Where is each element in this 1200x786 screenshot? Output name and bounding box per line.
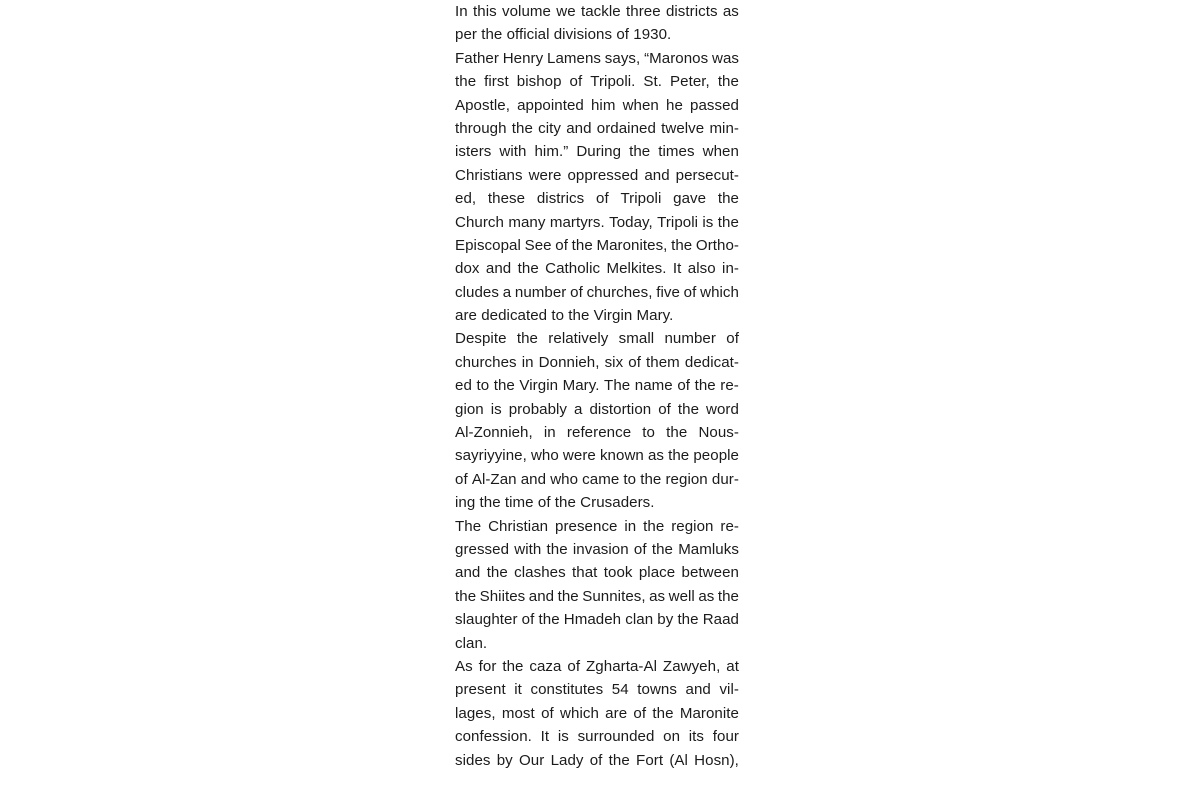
word: the: [666, 424, 688, 442]
word: the: [717, 190, 739, 208]
word: in: [521, 353, 534, 371]
word: with: [514, 540, 542, 558]
word: with: [499, 143, 527, 161]
word: oppressed: [567, 166, 639, 184]
word: the: [486, 564, 508, 582]
word: churches,: [586, 283, 653, 301]
word: when: [622, 96, 659, 114]
word: probably: [508, 400, 568, 418]
word: bishop: [516, 73, 562, 91]
word: the: [717, 587, 739, 605]
word: Christian: [488, 517, 549, 535]
word: appointed: [517, 96, 584, 114]
text-line: [455, 211, 739, 234]
word: to: [623, 470, 637, 488]
word: caza: [529, 657, 562, 675]
word: people: [693, 447, 739, 465]
text-line: [455, 678, 739, 701]
word: min-: [709, 119, 739, 137]
word: Zawyeh,: [662, 657, 721, 675]
word: Maronites,: [596, 236, 668, 254]
word: a: [574, 400, 583, 418]
word: Raad: [702, 611, 739, 629]
word: the: [671, 236, 693, 254]
text-line: [455, 421, 739, 444]
word: Mary.: [562, 377, 600, 395]
word: through: [455, 119, 507, 137]
text-line: [455, 140, 739, 163]
word: constitutes: [530, 681, 604, 699]
word: of: [683, 283, 697, 301]
word: of: [455, 470, 468, 488]
word: Ortho-: [695, 236, 739, 254]
word: slaughter: [455, 611, 518, 629]
word: this: [473, 3, 497, 20]
word: for: [478, 657, 497, 675]
word: of: [633, 540, 647, 558]
text-line: [455, 585, 739, 608]
paragraph: [455, 47, 739, 328]
word: as: [647, 447, 664, 465]
word: small: [618, 330, 655, 348]
word: as: [722, 3, 739, 20]
text-line: [455, 468, 739, 491]
word: confession.: [455, 728, 532, 746]
word: the: [455, 73, 477, 91]
word: “Maronos: [644, 49, 709, 67]
word: were: [562, 447, 596, 465]
word: the: [571, 236, 593, 254]
word: twelve: [661, 119, 705, 137]
word: four: [712, 728, 739, 746]
word: the: [516, 330, 538, 348]
word: by: [496, 751, 513, 769]
word: vil-: [719, 681, 739, 699]
word: Shiites: [479, 587, 526, 605]
word: the: [502, 657, 524, 675]
word: also: [687, 260, 716, 278]
word: were: [528, 166, 562, 184]
word: Fort: [636, 751, 664, 769]
word: is: [490, 400, 502, 418]
word: (Al: [669, 751, 688, 769]
word: which: [700, 283, 739, 301]
word: of: [555, 236, 568, 254]
word: sayriyyine,: [455, 447, 527, 465]
word: passed: [690, 96, 739, 114]
text-line: [455, 538, 739, 561]
word: Church: [455, 213, 504, 231]
text-line: [455, 187, 739, 210]
word: the: [668, 447, 690, 465]
word: at: [726, 657, 739, 675]
word: most: [501, 704, 535, 722]
word: was: [712, 49, 739, 67]
word: ed,: [455, 190, 477, 208]
word: the: [694, 377, 716, 395]
word: ordained: [596, 119, 656, 137]
text-line: [455, 0, 739, 23]
word: Catholic: [545, 260, 601, 278]
word: Father: [455, 49, 499, 67]
word: re-: [720, 517, 739, 535]
word: the: [677, 611, 699, 629]
word: the: [651, 540, 673, 558]
word: martyrs.: [549, 213, 605, 231]
text-column: [455, 0, 739, 786]
word: of: [521, 611, 535, 629]
word: in: [624, 517, 637, 535]
word: the: [546, 540, 568, 558]
word: Maronite: [679, 704, 739, 722]
word: of: [541, 704, 554, 722]
text-line: [455, 164, 739, 187]
word: name: [634, 377, 673, 395]
word: first: [484, 73, 509, 91]
word: six: [604, 353, 624, 371]
word: are: [605, 704, 628, 722]
word: distortion: [589, 400, 652, 418]
word: of: [567, 657, 581, 675]
word: when: [702, 143, 739, 161]
word: the: [640, 470, 662, 488]
word: Despite: [455, 330, 507, 348]
word: them: [646, 353, 680, 371]
word: the: [557, 587, 579, 605]
word: many: [508, 213, 546, 231]
word: is: [702, 213, 714, 231]
word: the: [511, 119, 533, 137]
word: and: [485, 260, 512, 278]
word: the: [717, 213, 739, 231]
word: on: [663, 728, 681, 746]
word: and: [644, 166, 670, 184]
word: word: [706, 400, 739, 418]
word: present: [455, 681, 506, 699]
word: by: [657, 611, 674, 629]
word: Episcopal: [455, 236, 521, 254]
text-line: [455, 655, 739, 678]
word: Today,: [609, 213, 653, 231]
text-line: [455, 47, 739, 70]
word: surrounded: [577, 728, 655, 746]
word: Lady: [550, 751, 584, 769]
word: clashes: [514, 564, 566, 582]
word: Donnieh,: [538, 353, 600, 371]
word: of: [596, 190, 609, 208]
word: lages,: [455, 704, 496, 722]
word: 54: [611, 681, 629, 699]
text-line: [455, 234, 739, 257]
word: Hmadeh: [563, 611, 622, 629]
text-line: [455, 608, 739, 631]
word: who: [530, 447, 559, 465]
word: Tripoli: [620, 190, 662, 208]
word: of: [589, 751, 603, 769]
word: sides: [455, 751, 491, 769]
word: volume: [502, 3, 551, 20]
text-line: [455, 257, 739, 280]
word: to: [642, 424, 655, 442]
word: Lamens: [547, 49, 602, 67]
word: persecut-: [675, 166, 739, 184]
word: towns: [637, 681, 677, 699]
word: re-: [720, 377, 739, 395]
word: well: [668, 587, 695, 605]
word: known: [599, 447, 644, 465]
word: reference: [566, 424, 632, 442]
paragraph: [455, 515, 739, 655]
word: and: [566, 119, 592, 137]
word: three: [626, 3, 661, 20]
word: dox: [455, 260, 480, 278]
word: to: [476, 377, 490, 395]
word: Mamluks: [678, 540, 739, 558]
word: Melkites.: [606, 260, 667, 278]
word: the: [455, 587, 477, 605]
word: During: [576, 143, 622, 161]
word: cludes: [455, 283, 499, 301]
word: dedicat-: [684, 353, 739, 371]
text-line: per the official divisions of 1930.: [455, 26, 672, 44]
word: came: [582, 470, 620, 488]
word: See: [524, 236, 552, 254]
word: gion: [455, 400, 484, 418]
text-line: [455, 515, 739, 538]
word: gave: [673, 190, 707, 208]
word: Virgin: [519, 377, 559, 395]
word: churches: [455, 353, 517, 371]
word: Apostle,: [455, 96, 510, 114]
word: as: [649, 587, 666, 605]
word: its: [688, 728, 705, 746]
word: invasion: [572, 540, 629, 558]
word: and: [455, 564, 481, 582]
word: Peter,: [670, 73, 710, 91]
word: that: [572, 564, 598, 582]
word: and: [520, 470, 547, 488]
word: which: [560, 704, 599, 722]
word: of: [628, 353, 641, 371]
word: Sunnites,: [582, 587, 646, 605]
word: of: [677, 377, 691, 395]
word: between: [681, 564, 739, 582]
word: districts: [665, 3, 718, 20]
word: Christians: [455, 166, 523, 184]
word: says,: [604, 49, 641, 67]
word: of: [726, 330, 739, 348]
word: five: [656, 283, 680, 301]
word: clan: [625, 611, 654, 629]
text-line: [455, 281, 739, 304]
word: gressed: [455, 540, 510, 558]
word: as: [698, 587, 715, 605]
word: of: [658, 400, 671, 418]
text-line: [455, 725, 739, 748]
word: in: [543, 424, 556, 442]
word: It: [672, 260, 682, 278]
word: relatively: [548, 330, 609, 348]
word: ed: [455, 377, 472, 395]
word: we: [556, 3, 576, 20]
word: isters: [455, 143, 492, 161]
word: presence: [555, 517, 618, 535]
word: in-: [722, 260, 739, 278]
word: St.: [643, 73, 663, 91]
word: number: [514, 283, 567, 301]
word: a: [502, 283, 512, 301]
word: the: [629, 143, 651, 161]
word: he: [666, 96, 683, 114]
word: of: [633, 704, 647, 722]
word: Hosn),: [694, 751, 739, 769]
word: The: [455, 517, 482, 535]
word: it: [514, 681, 522, 699]
word: Zgharta-Al: [586, 657, 657, 675]
text-line: [455, 561, 739, 584]
word: took: [603, 564, 633, 582]
text-line: [455, 444, 739, 467]
word: number: [664, 330, 716, 348]
word: the: [717, 73, 739, 91]
text-line: [455, 351, 739, 374]
word: is: [557, 728, 569, 746]
word: the: [538, 611, 560, 629]
text-line: clan.: [455, 634, 488, 652]
word: Al-Zonnieh,: [455, 424, 533, 442]
word: the: [677, 400, 700, 418]
word: the: [652, 704, 674, 722]
text-line: are dedicated to the Virgin Mary.: [455, 307, 674, 325]
text-line: [455, 398, 739, 421]
paragraph: [455, 655, 739, 772]
text-line: [455, 327, 739, 350]
word: of: [569, 73, 583, 91]
word: region: [671, 517, 714, 535]
word: Henry: [502, 49, 544, 67]
paragraph: [455, 327, 739, 514]
word: Tripoli.: [590, 73, 636, 91]
word: Al-Zan: [471, 470, 517, 488]
word: and: [528, 587, 555, 605]
text-line: [455, 749, 739, 772]
word: region: [665, 470, 708, 488]
text-line: [455, 94, 739, 117]
text-line: ing the time of the Crusaders.: [455, 494, 655, 512]
word: Our: [519, 751, 545, 769]
word: The: [604, 377, 631, 395]
word: tackle: [580, 3, 621, 20]
word: of: [570, 283, 583, 301]
word: times: [658, 143, 695, 161]
word: who: [550, 470, 579, 488]
word: the: [517, 260, 539, 278]
word: It: [540, 728, 550, 746]
word: place: [638, 564, 676, 582]
word: these: [487, 190, 526, 208]
word: the: [493, 377, 515, 395]
word: Tripoli: [657, 213, 699, 231]
word: As: [455, 657, 473, 675]
word: the: [608, 751, 630, 769]
text-line: [455, 374, 739, 397]
word: city: [538, 119, 561, 137]
word: districs: [536, 190, 585, 208]
word: dur-: [711, 470, 739, 488]
text-line: [455, 70, 739, 93]
text-line: [455, 702, 739, 725]
word: him: [590, 96, 616, 114]
text-line: [455, 117, 739, 140]
word: him.”: [534, 143, 569, 161]
word: In: [455, 3, 468, 20]
word: the: [643, 517, 665, 535]
word: Nous-: [698, 424, 739, 442]
word: and: [685, 681, 711, 699]
paragraph: [455, 0, 739, 47]
